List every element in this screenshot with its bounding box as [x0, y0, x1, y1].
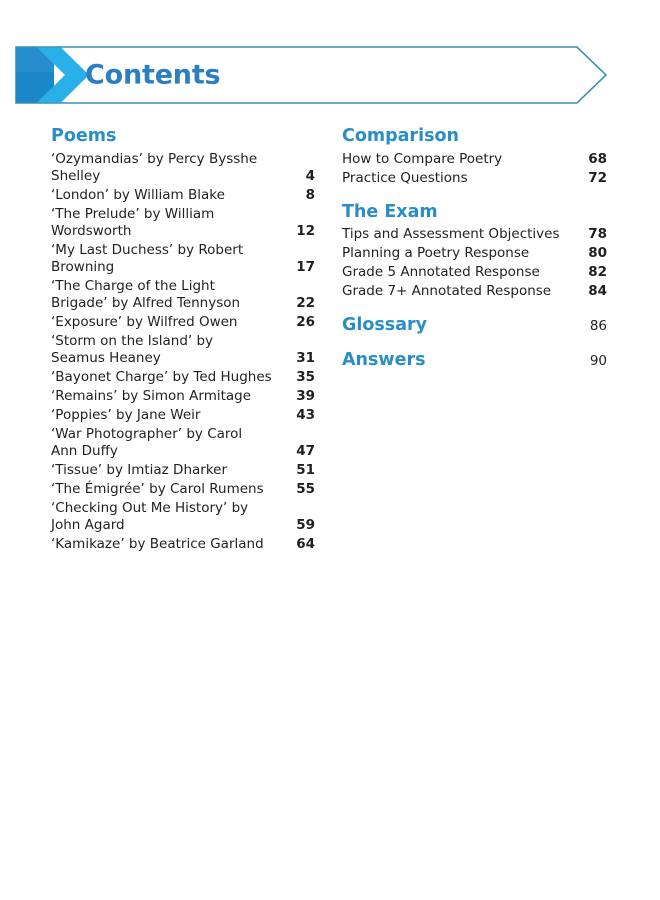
entry-page-number: 26	[296, 313, 315, 330]
section-heading-the-exam: The Exam	[342, 201, 438, 222]
page-title: Contents	[85, 59, 221, 91]
section-heading-answers: Answers	[342, 349, 426, 370]
contents-entry[interactable]	[51, 369, 315, 386]
entry-page-number: 51	[296, 461, 315, 478]
contents-entry[interactable]	[51, 536, 315, 553]
contents-column-right	[342, 128, 607, 371]
contents-entry-glossary[interactable]	[342, 317, 607, 335]
entry-page-number: 72	[588, 169, 607, 186]
contents-entry[interactable]	[342, 245, 607, 262]
entry-title: ‘The Charge of the Light Brigade’ by Alfred Tennyson	[51, 277, 241, 311]
entry-title: ‘Ozymandias’ by Percy Bysshe Shelley	[51, 150, 258, 184]
entry-page-number: 59	[296, 516, 315, 533]
contents-entry[interactable]	[342, 226, 607, 243]
entry-page-number: 86	[589, 318, 607, 334]
entry-page-number: 22	[296, 294, 315, 311]
entry-page-number: 90	[589, 352, 607, 369]
section-heading-glossary: Glossary	[342, 315, 428, 335]
section-the-exam	[342, 201, 607, 301]
section-comparison	[342, 128, 607, 187]
entry-title: Grade 5 Annotated Response	[342, 264, 540, 280]
entry-page-number: 4	[305, 167, 315, 184]
contents-entry[interactable]	[342, 283, 607, 300]
contents-entry[interactable]	[342, 151, 607, 168]
contents-entry[interactable]	[51, 278, 315, 312]
entry-title: ‘Kamikaze’ by Beatrice Garland	[51, 535, 264, 552]
contents-entry[interactable]	[51, 426, 315, 460]
contents-column-left	[51, 128, 315, 555]
entry-page-number: 35	[296, 368, 315, 385]
contents-entry-answers[interactable]	[342, 349, 607, 370]
contents-banner	[15, 46, 607, 104]
section-answers	[342, 349, 607, 370]
contents-entry[interactable]	[51, 206, 315, 240]
entry-title: ‘War Photographer’ by Carol Ann Duffy	[51, 425, 243, 459]
entry-title: Planning a Poetry Response	[342, 245, 530, 261]
entry-title: ‘London’ by William Blake	[51, 186, 225, 203]
section-glossary	[342, 317, 607, 335]
entry-title: ‘The Prelude’ by William Wordsworth	[51, 205, 215, 239]
section-poems	[51, 128, 315, 553]
entry-title: ‘The Émigrée’ by Carol Rumens	[51, 480, 264, 497]
entry-title: How to Compare Poetry	[342, 150, 503, 167]
entry-page-number: 80	[588, 245, 607, 261]
contents-entry[interactable]	[342, 170, 607, 187]
entry-title: Grade 7+ Annotated Response	[342, 283, 552, 299]
section-heading-poems: Poems	[51, 126, 117, 146]
entry-title: ‘Storm on the Island’ by Seamus Heaney	[51, 332, 214, 366]
entry-page-number: 82	[588, 264, 607, 280]
entry-page-number: 84	[588, 283, 607, 299]
entry-title: ‘Exposure’ by Wilfred Owen	[51, 313, 238, 330]
contents-entry[interactable]	[51, 151, 315, 185]
contents-entry[interactable]	[51, 500, 315, 534]
contents-entry[interactable]	[342, 264, 607, 281]
contents-entry[interactable]	[51, 407, 315, 424]
contents-entry[interactable]	[51, 462, 315, 479]
contents-entry[interactable]	[51, 481, 315, 498]
entry-page-number: 64	[296, 535, 315, 552]
entry-title: Tips and Assessment Objectives	[342, 226, 560, 242]
contents-entry[interactable]	[51, 314, 315, 331]
entry-page-number: 31	[296, 349, 315, 366]
entry-page-number: 17	[296, 258, 315, 275]
contents-entry[interactable]	[51, 242, 315, 276]
entry-page-number: 39	[296, 387, 315, 404]
entry-title: ‘Checking Out Me History’ by John Agard	[51, 499, 249, 533]
contents-entry[interactable]	[51, 333, 315, 367]
contents-entry[interactable]	[51, 187, 315, 204]
entry-title: ‘Poppies’ by Jane Weir	[51, 406, 201, 423]
entry-page-number: 12	[296, 222, 315, 239]
section-heading-comparison: Comparison	[342, 126, 459, 146]
entry-title: ‘Remains’ by Simon Armitage	[51, 387, 252, 404]
entry-page-number: 47	[296, 442, 315, 459]
entry-page-number: 8	[305, 186, 315, 203]
entry-title: ‘My Last Duchess’ by Robert Browning	[51, 241, 244, 275]
entry-page-number: 68	[588, 150, 607, 167]
entry-page-number: 78	[588, 226, 607, 242]
entry-title: ‘Tissue’ by Imtiaz Dharker	[51, 461, 228, 478]
contents-entry[interactable]	[51, 388, 315, 405]
entry-page-number: 43	[296, 406, 315, 423]
entry-page-number: 55	[296, 480, 315, 497]
entry-title: ‘Bayonet Charge’ by Ted Hughes	[51, 368, 272, 385]
entry-title: Practice Questions	[342, 169, 468, 186]
